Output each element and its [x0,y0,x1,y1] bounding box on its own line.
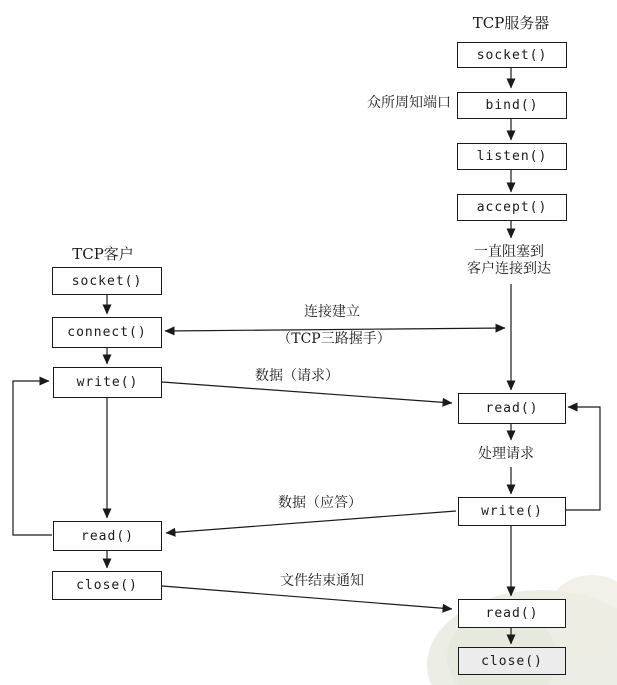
server-read1-box: read() [458,393,566,424]
client-connect-box: connect() [52,317,162,348]
block-until-label [467,244,551,278]
server-listen-box: listen() [457,143,567,170]
server-accept-box: accept() [457,194,567,221]
server-socket-box: socket() [457,42,567,68]
client-title: TCP客户 [72,245,134,263]
server-bind-box: bind() [457,92,567,119]
server-title: TCP服务器 [472,14,550,32]
client-read-box: read() [53,521,162,551]
client-close-box: close() [52,571,162,600]
data-request-label: 数据（请求） [255,368,339,384]
arrow-client-loop-read-to-write [13,381,52,535]
client-write-box: write() [53,367,162,398]
well-known-port-label: 众所周知端口 [367,95,451,111]
server-write-box: write() [458,497,566,526]
server-close-box: close() [458,647,566,675]
server-read2-box: read() [458,599,566,628]
client-socket-box: socket() [52,267,162,295]
block-until-line2: 客户连接到达 [467,261,551,277]
arrow-data-request [162,382,452,403]
process-request-label: 处理请求 [478,446,534,462]
data-reply-label: 数据（应答） [278,495,362,511]
block-until-line1: 一直阻塞到 [474,244,544,260]
connection-established-label: 连接建立 [304,304,360,320]
eof-notification-label: 文件结束通知 [280,573,364,589]
arrow-server-loop-write-to-read [565,407,600,510]
three-way-handshake-label: （TCP三路握手） [277,331,391,347]
arrow-data-reply [166,511,456,533]
